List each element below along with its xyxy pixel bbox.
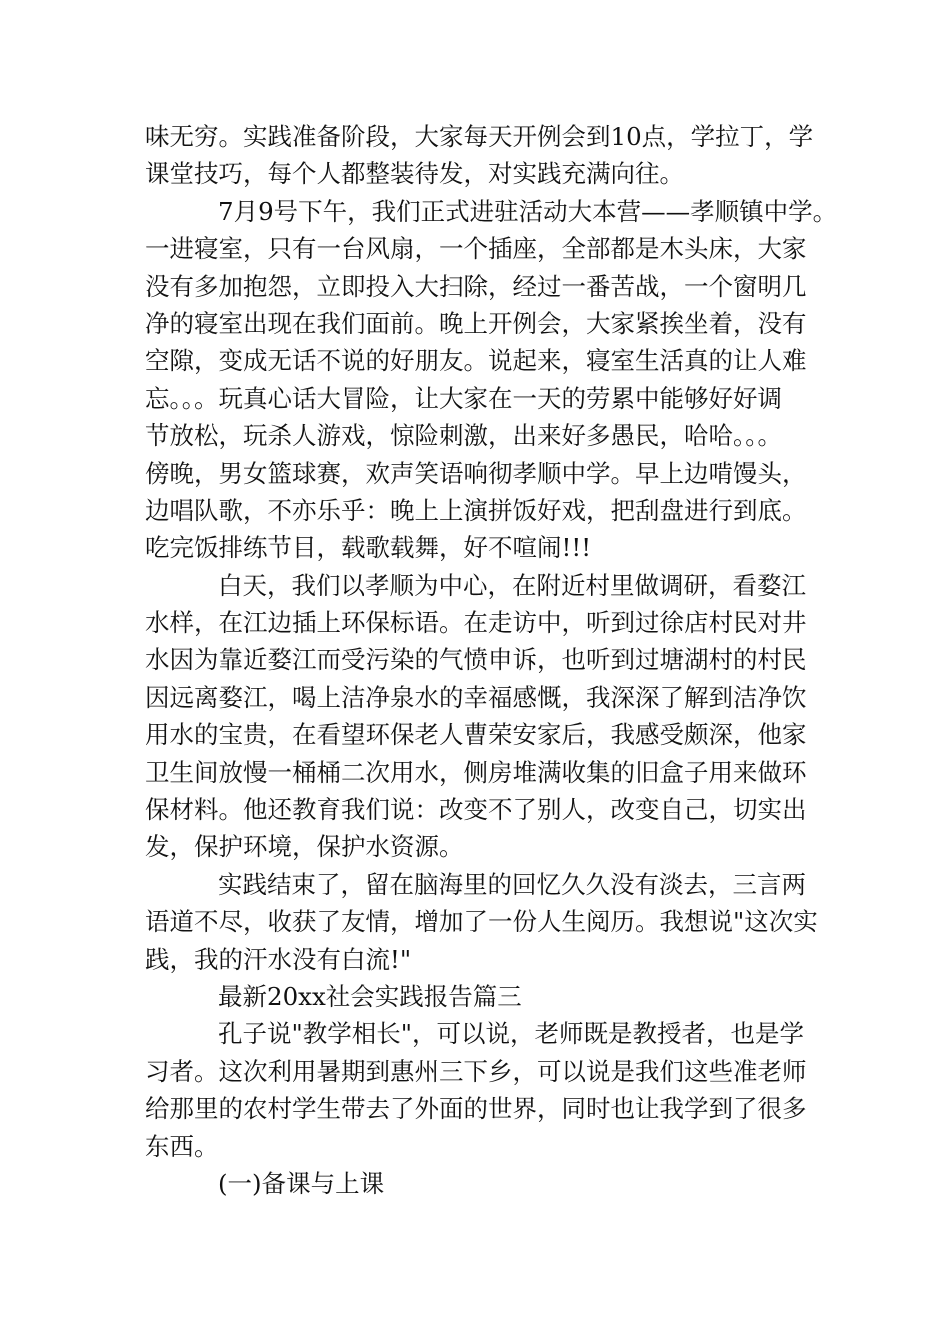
text-line: 因远离婺江，喝上洁净泉水的幸福感慨，我深深了解到洁净饮 [145,682,807,712]
text-line: 净的寝室出现在我们面前。晚上开例会，大家紧挨坐着，没有 [145,308,807,338]
text-line: 节放松，玩杀人游戏，惊险刺激，出来好多愚民，哈哈。。。 [145,421,782,451]
text-line: 没有多加抱怨，立即投入大扫除，经过一番苦战，一个窗明几 [145,271,807,301]
text-line: 保材料。他还教育我们说：改变不了别人，改变自己，切实出 [145,795,807,825]
text-line: 忘。。。玩真心话大冒险，让大家在一天的劳累中能够好好调 [145,383,782,413]
text-line: 最新20xx社会实践报告篇三 [218,981,522,1011]
text-line: 践，我的汗水没有白流!" [145,944,412,974]
text-line: 东西。 [145,1131,219,1161]
text-line: 味无穷。实践准备阶段，大家每天开例会到10点，学拉丁，学 [145,122,814,151]
text-line: 白天，我们以孝顺为中心，在附近村里做调研，看婺江 [218,570,806,600]
text-line: 卫生间放慢一桶桶二次用水，侧房堆满收集的旧盒子用来做环 [145,757,807,787]
text-line: (一)备课与上课 [218,1168,385,1198]
text-line: 给那里的农村学生带去了外面的世界，同时也让我学到了很多 [145,1094,807,1124]
text-line: 一进寝室，只有一台风扇，一个插座，全部都是木头床，大家 [145,234,807,264]
text-line: 用水的宝贵，在看望环保老人曹荣安家后，我感受颇深，他家 [145,720,807,750]
text-line: 实践结束了，留在脑海里的回忆久久没有淡去，三言两 [218,869,806,899]
text-line: 边唱队歌，不亦乐乎：晚上上演拼饭好戏，把刮盘进行到底。 [145,495,807,525]
text-line: 课堂技巧，每个人都整装待发，对实践充满向往。 [145,159,684,189]
text-line: 习者。这次利用暑期到惠州三下乡，可以说是我们这些准老师 [145,1056,807,1086]
text-line: 空隙，变成无话不说的好朋友。说起来，寝室生活真的让人难 [145,346,807,376]
text-line: 吃完饭排练节目，载歌载舞，好不喧闹!!! [145,533,592,563]
text-line: 语道不尽，收获了友情，增加了一份人生阅历。我想说"这次实 [145,907,818,937]
text-line: 7月9号下午，我们正式进驻活动大本营——孝顺镇中学。 [218,196,838,226]
text-line: 水样，在江边插上环保标语。在走访中，听到过徐店村民对井 [145,608,807,638]
document-body [145,118,838,1202]
text-line: 发，保护环境，保护水资源。 [145,832,464,862]
text-line: 傍晚，男女篮球赛，欢声笑语响彻孝顺中学。早上边啃馒头， [145,458,807,488]
text-line: 孔子说"教学相长"，可以说，老师既是教授者，也是学 [218,1019,805,1049]
text-line: 水因为靠近婺江而受污染的气愤申诉，也听到过塘湖村的村民 [145,645,807,675]
